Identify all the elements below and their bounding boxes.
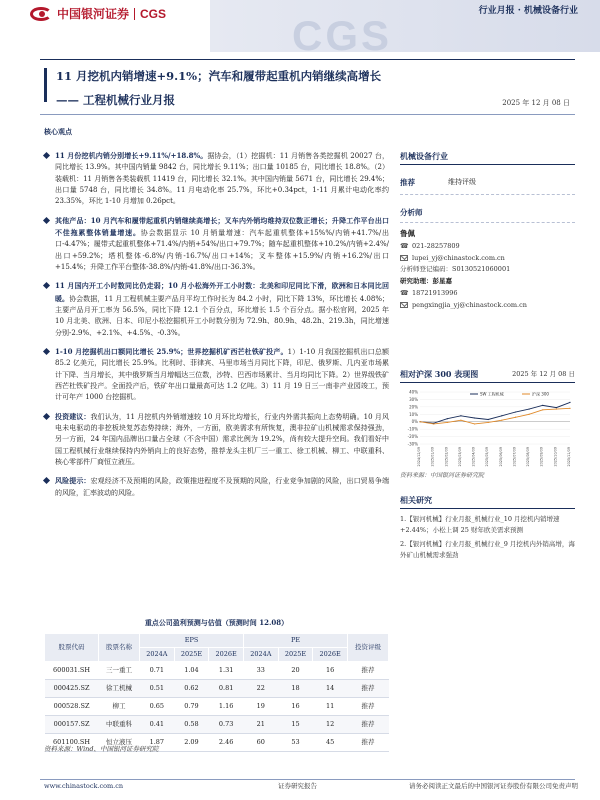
title-rule	[40, 114, 575, 115]
footer-doc-type: 证券研究报告	[278, 782, 317, 790]
series-point	[474, 417, 475, 418]
x-tick-label: 2025/11/09	[567, 447, 571, 467]
paragraph-body: 我们认为，11 月挖机内外销增速较 10 月环比均增长，行业内外需共振向上态势明确。10 月风电未电驱动的非挖板块复苏态势持续；海外，一方面，欧美需求有所恢复，澳非拉矿山机械需求保持强劲，另一方面，24 年国内品牌出口量占全球（不含中国）需求比例为 19.2%，尚有较大提升空间。我们看好中国工程机械行业继续保持内外销向上的良好态势，推荐龙头主机厂三一重工、徐工机械、柳工、中联重科、核心零部件厂商恒立液压。	[55, 412, 390, 466]
header-rule	[40, 59, 575, 60]
cell-eps: 2.09	[174, 734, 209, 752]
cell-pe: 14	[313, 680, 348, 698]
analyst-phone	[400, 242, 575, 252]
y-tick-label: 40%	[409, 389, 418, 395]
related-heading: 相关研究	[400, 494, 575, 509]
paragraph-lead: 1-10 月挖掘机出口额同比增长 25.9%；世界挖掘机矿西芒杜铁矿投产。	[55, 346, 288, 356]
paragraph	[44, 215, 389, 274]
cell-name: 中联重科	[99, 716, 140, 734]
cell-name: 恒立液压	[99, 734, 140, 752]
series-point	[488, 419, 489, 420]
series-point	[501, 420, 502, 421]
cell-pe: 20	[278, 662, 313, 680]
phone-text: 021-28257809	[412, 241, 460, 250]
paragraph	[44, 280, 389, 339]
report-tag: 行业月报 · 机械设备行业	[478, 6, 578, 16]
cell-code: 000528.SZ	[45, 698, 99, 716]
x-tick-label: 2025/05/09	[485, 447, 490, 467]
logo-icon	[30, 7, 52, 21]
series-point	[447, 422, 448, 423]
series-point	[501, 415, 502, 416]
paragraph-body: 1）1-10 月我国挖掘机出口总额 85.2 亿美元，同比增长 25.9%。比利时、菲律宾、马里市场当月同比下降，印尼、俄罗斯、几内亚市场累计下降、当月增长，其中俄罗斯当月增幅达三位数，沙特、巴西市场累计、当月均同比下降。2）世界级铁矿西芒杜铁矿投产。全面投产后，铁矿年出口量最高可达 1.2 亿吨。3）11 月 19 日三一南非产业园竣工，预计可年产 1000 台挖掘机。	[55, 347, 389, 402]
col-header-rating: 投资评级	[348, 634, 389, 662]
paragraph-lead: 11 月份挖机内销分别增长+9.11%/+18.8%。	[55, 151, 208, 160]
cell-eps: 0.58	[174, 716, 209, 734]
cell-eps: 0.51	[140, 680, 175, 698]
legend-label: 沪深 300	[532, 391, 549, 397]
paragraph-body: 据协会，（1）挖掘机：11 月销售各类挖掘机 20027 台，同比增长 13.9%。其中国内销量 9842 台，同比增长 9.11%；出口量 10185 台，同比增长 18.8%。（2）装载机：11 月销售各类装载机 11419 台，同比增长 32.1%。其中国内销量 5671 台，同比增长 29.4%；出口量 5748 台，同比增长 34.8%。11 月电动化率 25.7%，环比+0.34pct，1-11 月累计电动化率约 23.35%，环比 1-10 月增加 0.26pct。	[55, 152, 389, 206]
cell-eps: 0.79	[174, 698, 209, 716]
report-title: 11 月挖机内销增速+9.1%；汽车和履带起重机内销继续高增长	[56, 69, 382, 83]
cell-pe: 22	[244, 680, 279, 698]
cell-pe: 18	[278, 680, 313, 698]
series-point	[433, 423, 434, 424]
bullet-icon	[43, 413, 50, 420]
col-header-year: 2026E	[313, 648, 348, 662]
cell-eps: 0.41	[140, 716, 175, 734]
cell-eps: 0.65	[140, 698, 175, 716]
cell-eps: 0.71	[140, 662, 175, 680]
rating-value: 维持评级	[448, 178, 476, 187]
cell-eps: 0.73	[209, 716, 244, 734]
series-point	[542, 409, 543, 410]
email-text[interactable]: pengxingjia_yj@chinastock.com.cn	[412, 300, 527, 309]
series-point	[460, 415, 461, 416]
col-header-year: 2026E	[209, 648, 244, 662]
chart-heading	[400, 368, 575, 383]
x-tick-label: 2025/01/09	[430, 447, 435, 467]
x-tick-label: 2025/09/09	[539, 447, 544, 467]
mail-icon	[400, 255, 408, 261]
legend-label: SW 工程机械	[480, 391, 504, 397]
cell-eps: 1.87	[140, 734, 175, 752]
logo-divider	[134, 8, 135, 20]
series-point	[474, 423, 475, 424]
paragraph-body: 宏观经济不及预期的风险，政策推进程度不及预期的风险，行业竞争加剧的风险，出口贸易争端的风险，汇率波动的风险。	[55, 477, 390, 497]
related-item[interactable]: 1.【银河机械】行业月报_机械行业_10 月挖机内销增速+2.44%；小松上调 25 财年欧美需求预测	[400, 515, 560, 535]
y-tick-label: 0%	[411, 419, 418, 425]
footer-site[interactable]: www.chinastock.com.cn	[44, 782, 124, 790]
chart-date: 2025 年 12 月 08 日	[512, 370, 575, 378]
cell-rating: 推荐	[348, 662, 389, 680]
cell-pe: 19	[244, 698, 279, 716]
chart-svg	[400, 386, 575, 470]
cell-name: 三一重工	[99, 662, 140, 680]
cell-eps: 1.16	[209, 698, 244, 716]
cell-pe: 53	[278, 734, 313, 752]
series-point	[419, 421, 420, 422]
y-tick-label: 30%	[409, 396, 418, 402]
table-title: 重点公司盈利预测与估值（预测时间 12.08）	[144, 618, 289, 627]
series-point	[460, 420, 461, 421]
paragraph	[44, 411, 389, 469]
paragraph-body: 协会数据显示 10 月销量增速：汽车起重机整体+15%%/内销+41.7%/出口-4.47%；履带式起重机整体+71.4%/内销+54%/出口+79.7%；随车起重机整体+10.2%/内销+2.4%/出口+59.2%；塔机整体-6.8%/内销-16.7%/出口+14%；叉车整体+15.9%/内销+16.2%/出口+15.4%；升降工作平台整体-38.8%/内销-41.8%/出口-36.3%。	[55, 228, 389, 271]
col-header-year: 2024A	[140, 648, 175, 662]
cell-eps: 1.31	[209, 662, 244, 680]
cell-pe: 12	[313, 716, 348, 734]
col-header-year: 2025E	[174, 648, 209, 662]
analyst-name: 鲁佩	[400, 228, 415, 238]
paragraph	[44, 150, 389, 208]
cell-pe: 33	[244, 662, 279, 680]
x-tick-label: 2025/07/09	[512, 447, 517, 467]
chart-title: 相对沪深 300 表现图	[400, 369, 479, 379]
report-subtitle: —— 工程机械行业月报	[56, 93, 176, 107]
paragraph-lead: 其他产品：10 月汽车和履带起重机内销继续高增长；叉车内外销均维持双位数正增长；升降工作平台出口不佳拖累整体销量增速。	[55, 215, 389, 237]
relative-performance-chart	[400, 386, 575, 470]
x-tick-label: 2024/12/09	[417, 447, 421, 467]
x-tick-label: 2025/06/09	[498, 447, 503, 467]
mail-icon	[400, 302, 408, 308]
cell-rating: 推荐	[348, 734, 389, 752]
x-tick-label: 2025/10/09	[553, 447, 558, 467]
table-row	[45, 662, 389, 680]
page-header	[0, 0, 600, 59]
paragraph	[44, 346, 389, 404]
col-header-eps: EPS	[140, 634, 244, 648]
related-list	[400, 514, 575, 564]
assistant-email[interactable]	[400, 301, 575, 311]
series-point	[488, 422, 489, 423]
col-header-year: 2024A	[244, 648, 279, 662]
table-row	[45, 716, 389, 734]
report-date: 2025 年 12 月 08 日	[502, 99, 570, 107]
cell-pe: 45	[313, 734, 348, 752]
rating-row	[400, 177, 575, 195]
cell-code: 000425.SZ	[45, 680, 99, 698]
bullet-icon	[43, 282, 50, 289]
series-point	[542, 405, 543, 406]
cell-code: 000157.SZ	[45, 716, 99, 734]
y-tick-label: -30%	[407, 441, 418, 447]
bullet-icon	[43, 348, 50, 355]
valuation-table	[44, 633, 389, 752]
series-point	[447, 418, 448, 419]
header-watermark: CGS	[292, 12, 393, 59]
cell-eps: 2.46	[209, 734, 244, 752]
x-tick-label: 2025/08/09	[526, 447, 531, 467]
cell-code: 600031.SH	[45, 662, 99, 680]
bullet-icon	[43, 217, 50, 224]
cell-pe: 11	[313, 698, 348, 716]
cell-name: 柳工	[99, 698, 140, 716]
table-row	[45, 680, 389, 698]
industry-label: 机械设备行业	[400, 150, 575, 165]
series-point	[556, 407, 557, 408]
y-tick-label: -10%	[407, 426, 418, 432]
series-point	[528, 414, 529, 415]
table-row	[45, 698, 389, 716]
bullet-icon	[43, 152, 50, 159]
paragraph-lead: 风险提示：	[55, 476, 91, 486]
cell-code: 601100.SH	[45, 734, 99, 752]
assistant-phone	[400, 289, 575, 299]
sidebar	[400, 150, 575, 312]
paragraph-lead: 投资建议：	[55, 411, 91, 421]
related-item[interactable]: 2.【银河机械】行业月报_机械行业_9 月挖机内外销高增，海外矿山机械需求强劲	[400, 539, 575, 560]
cell-eps: 0.81	[209, 680, 244, 698]
brand-abbr: CGS	[140, 7, 167, 21]
footer-disclaimer: 请务必阅读正文最后的中国银河证券股份有限公司免责声明	[409, 782, 578, 790]
cell-pe: 21	[244, 716, 279, 734]
rating-key: 推荐	[400, 178, 415, 187]
col-header-name: 股票名称	[99, 634, 140, 662]
assistant-name: 研究助理：彭星嘉	[400, 277, 452, 285]
phone-icon	[400, 291, 408, 297]
title-accent-bar	[44, 68, 47, 102]
col-header-year: 2025E	[278, 648, 313, 662]
email-text[interactable]: lupei_yj@chinastock.com.cn	[412, 253, 505, 262]
series-point	[515, 411, 516, 412]
paragraph	[44, 475, 389, 499]
phone-icon	[400, 244, 408, 250]
series-point	[569, 402, 570, 403]
footer-rule	[40, 779, 575, 780]
analyst-email[interactable]	[400, 254, 575, 264]
phone-text: 18721913996	[412, 288, 458, 297]
cell-pe: 60	[244, 734, 279, 752]
brand-logo	[30, 5, 166, 23]
core-views	[44, 150, 389, 506]
cell-name: 徐工机械	[99, 680, 140, 698]
series-point	[528, 408, 529, 409]
x-tick-label: 2025/04/09	[471, 447, 476, 467]
col-header-code: 股票代码	[45, 634, 99, 662]
cert-text: 分析师登记编码：S0130521060001	[400, 265, 511, 274]
analyst-cert	[400, 265, 575, 275]
cell-pe: 15	[278, 716, 313, 734]
x-tick-label: 2025/02/09	[444, 447, 449, 467]
paragraph-body: 协会数据，11 月工程机械主要产品月平均工作时长为 84.2 小时，同比下降 13%，环比增长 4.08%；主要产品月开工率为 56.5%，同比下降 12.1 个百分点，环比增长 1.5 个百分点。据小松官网，2025 年 10 月北美、欧洲、日本、印尼小松挖掘机开工小时数分别为 72.9h、80.9h、48.2h、219.3h，同比增速分别-2.9%、+2.1%、+4.5%、-0.3%。	[55, 294, 389, 337]
series-line-0	[420, 402, 570, 423]
cell-pe: 16	[278, 698, 313, 716]
y-tick-label: 20%	[409, 404, 418, 410]
section-label-core-views: 核心观点	[44, 127, 72, 136]
bullet-icon	[43, 477, 50, 484]
series-point	[569, 408, 570, 409]
paragraph-lead: 11 月国内开工小时数同比仍走弱；10 月小松海外开工小时数：北美和印尼同比下滑，欧洲和日本同比回暖。	[55, 281, 389, 303]
cell-rating: 推荐	[348, 698, 389, 716]
chart-source: 资料来源：中国银河证券研究院	[400, 472, 485, 479]
analyst-heading: 分析师	[400, 207, 575, 222]
cell-eps: 1.04	[174, 662, 209, 680]
y-tick-label: 10%	[409, 411, 418, 417]
cell-eps: 0.62	[174, 680, 209, 698]
cell-rating: 推荐	[348, 716, 389, 734]
brand-name: 中国银河证券	[57, 7, 130, 21]
assistant-label	[400, 277, 575, 287]
col-header-pe: PE	[244, 634, 348, 648]
cell-rating: 推荐	[348, 680, 389, 698]
series-point	[515, 417, 516, 418]
table-source: 资料来源：Wind、中国银河证券研究院	[44, 745, 159, 753]
series-point	[556, 408, 557, 409]
x-tick-label: 2025/03/09	[457, 447, 462, 467]
cell-pe: 16	[313, 662, 348, 680]
y-tick-label: -20%	[407, 434, 418, 440]
